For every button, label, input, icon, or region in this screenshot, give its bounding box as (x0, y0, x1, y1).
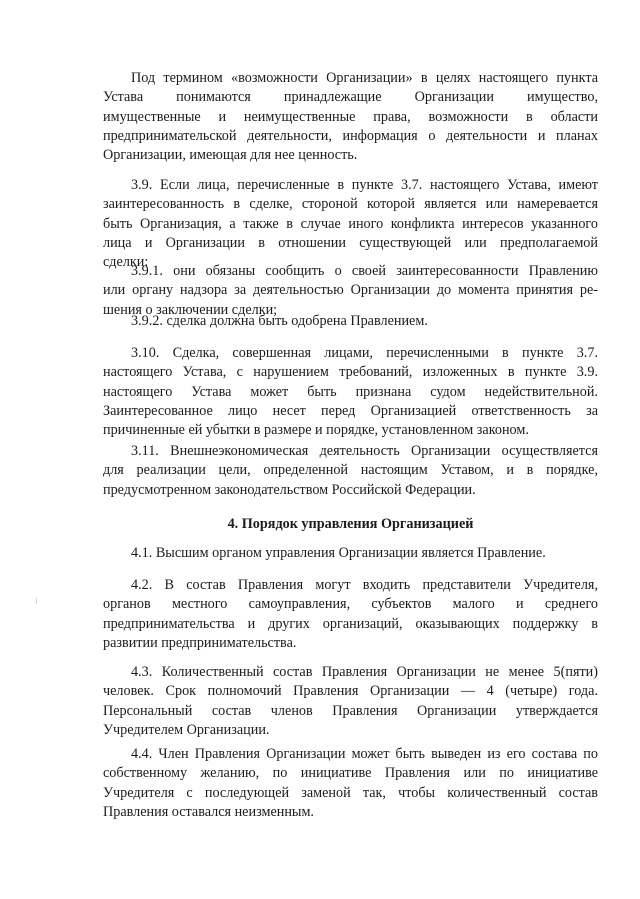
section-heading: 4. Порядок управления Организацией (227, 516, 474, 532)
scan-artifact-mark (36, 598, 37, 604)
paragraph-4-2 (103, 576, 598, 653)
paragraph-4-1 (103, 544, 598, 563)
paragraph-line: 4.4. Член Правления Организации может быть выведен из его состава по (131, 746, 598, 762)
paragraph-line: Правления оставался неизменным. (103, 803, 314, 820)
paragraph-3-11 (103, 442, 598, 500)
paragraph-line: Учредителем Организации. (103, 721, 270, 738)
paragraph-3-10 (103, 344, 598, 440)
paragraph-line: лица и Организации в отношении существующей или предполагаемой (103, 234, 598, 251)
paragraph-line: человек. Срок полномочий Правления Организации — 4 (четыре) года. (103, 683, 598, 700)
paragraph-line: предпринимательской деятельности, информация о деятельности и планах (103, 127, 598, 144)
paragraph-line: или органу надзора за деятельностью Организации до момента принятия ре- (103, 282, 598, 299)
paragraph-3-9 (103, 176, 598, 272)
paragraph-line: развитии предпринимательства. (103, 634, 297, 651)
paragraph-line: 4.2. В состав Правления могут входить представители Учредителя, (131, 577, 598, 593)
paragraph-line: 3.9. Если лица, перечисленные в пункте 3.7. настоящего Устава, имеют (131, 177, 598, 193)
paragraph-line: сделки: (103, 254, 149, 271)
paragraph-line: 4.1. Высшим органом управления Организации является Правление. (131, 545, 546, 561)
paragraph-line: заинтересованность в сделке, стороной которой является или намеревается (103, 196, 598, 213)
paragraph-line: 3.11. Внешнеэкономическая деятельность Организации осуществляется (131, 443, 598, 459)
paragraph-line: предусмотренном законодательством Российской Федерации. (103, 481, 476, 498)
paragraph-line: Организации, имеющая для нее ценность. (103, 147, 358, 164)
paragraph-line: Заинтересованное лицо несет перед Организацией ответственность за (103, 402, 598, 419)
paragraph-line: органов местного самоуправления, субъектов малого и среднего (103, 596, 598, 613)
paragraph-line: причиненные ей убытки в размере и порядке, установленном законом. (103, 422, 529, 439)
paragraph-line: для реализации цели, определенной настоящим Уставом, и в порядке, (103, 462, 598, 479)
paragraph-line: Под термином «возможности Организации» в целях настоящего пункта (131, 70, 598, 86)
paragraph-3-9-2 (103, 312, 598, 331)
paragraph-line: шения о заключении сделки; (103, 301, 278, 318)
paragraph-possibilities-definition (103, 69, 598, 165)
paragraph-4-4 (103, 745, 598, 822)
paragraph-line: настоящего Устава может быть признана судом недействительной. (103, 383, 598, 400)
paragraph-4-3 (103, 663, 598, 740)
paragraph-line: собственному желанию, по инициативе Правления или по инициативе (103, 765, 598, 782)
paragraph-line: Учредителя с последующей заменой так, чтобы количественный состав (103, 784, 598, 801)
paragraph-line: Устава понимаются принадлежащие Организации имущество, (103, 89, 598, 106)
paragraph-line: предпринимательства и других организаций, оказывающих поддержку в (103, 615, 598, 632)
paragraph-line: быть Организация, а также в случае иного конфликта интересов указанного (103, 215, 598, 232)
paragraph-line: 3.9.2. сделка должна быть одобрена Правлением. (131, 313, 428, 329)
paragraph-line: имущественные и неимущественные права, возможности в области (103, 108, 598, 125)
paragraph-line: 3.10. Сделка, совершенная лицами, перечисленными в пункте 3.7. (131, 345, 598, 361)
paragraph-line: настоящего Устава, с нарушением требований, изложенных в пункте 3.9. (103, 364, 598, 381)
paragraph-line: Персональный состав членов Правления Организации утверждается (103, 702, 598, 719)
paragraph-line: 3.9.1. они обязаны сообщить о своей заинтересованности Правлению (131, 263, 598, 279)
paragraph-line: 4.3. Количественный состав Правления Организации не менее 5(пяти) (131, 664, 598, 680)
